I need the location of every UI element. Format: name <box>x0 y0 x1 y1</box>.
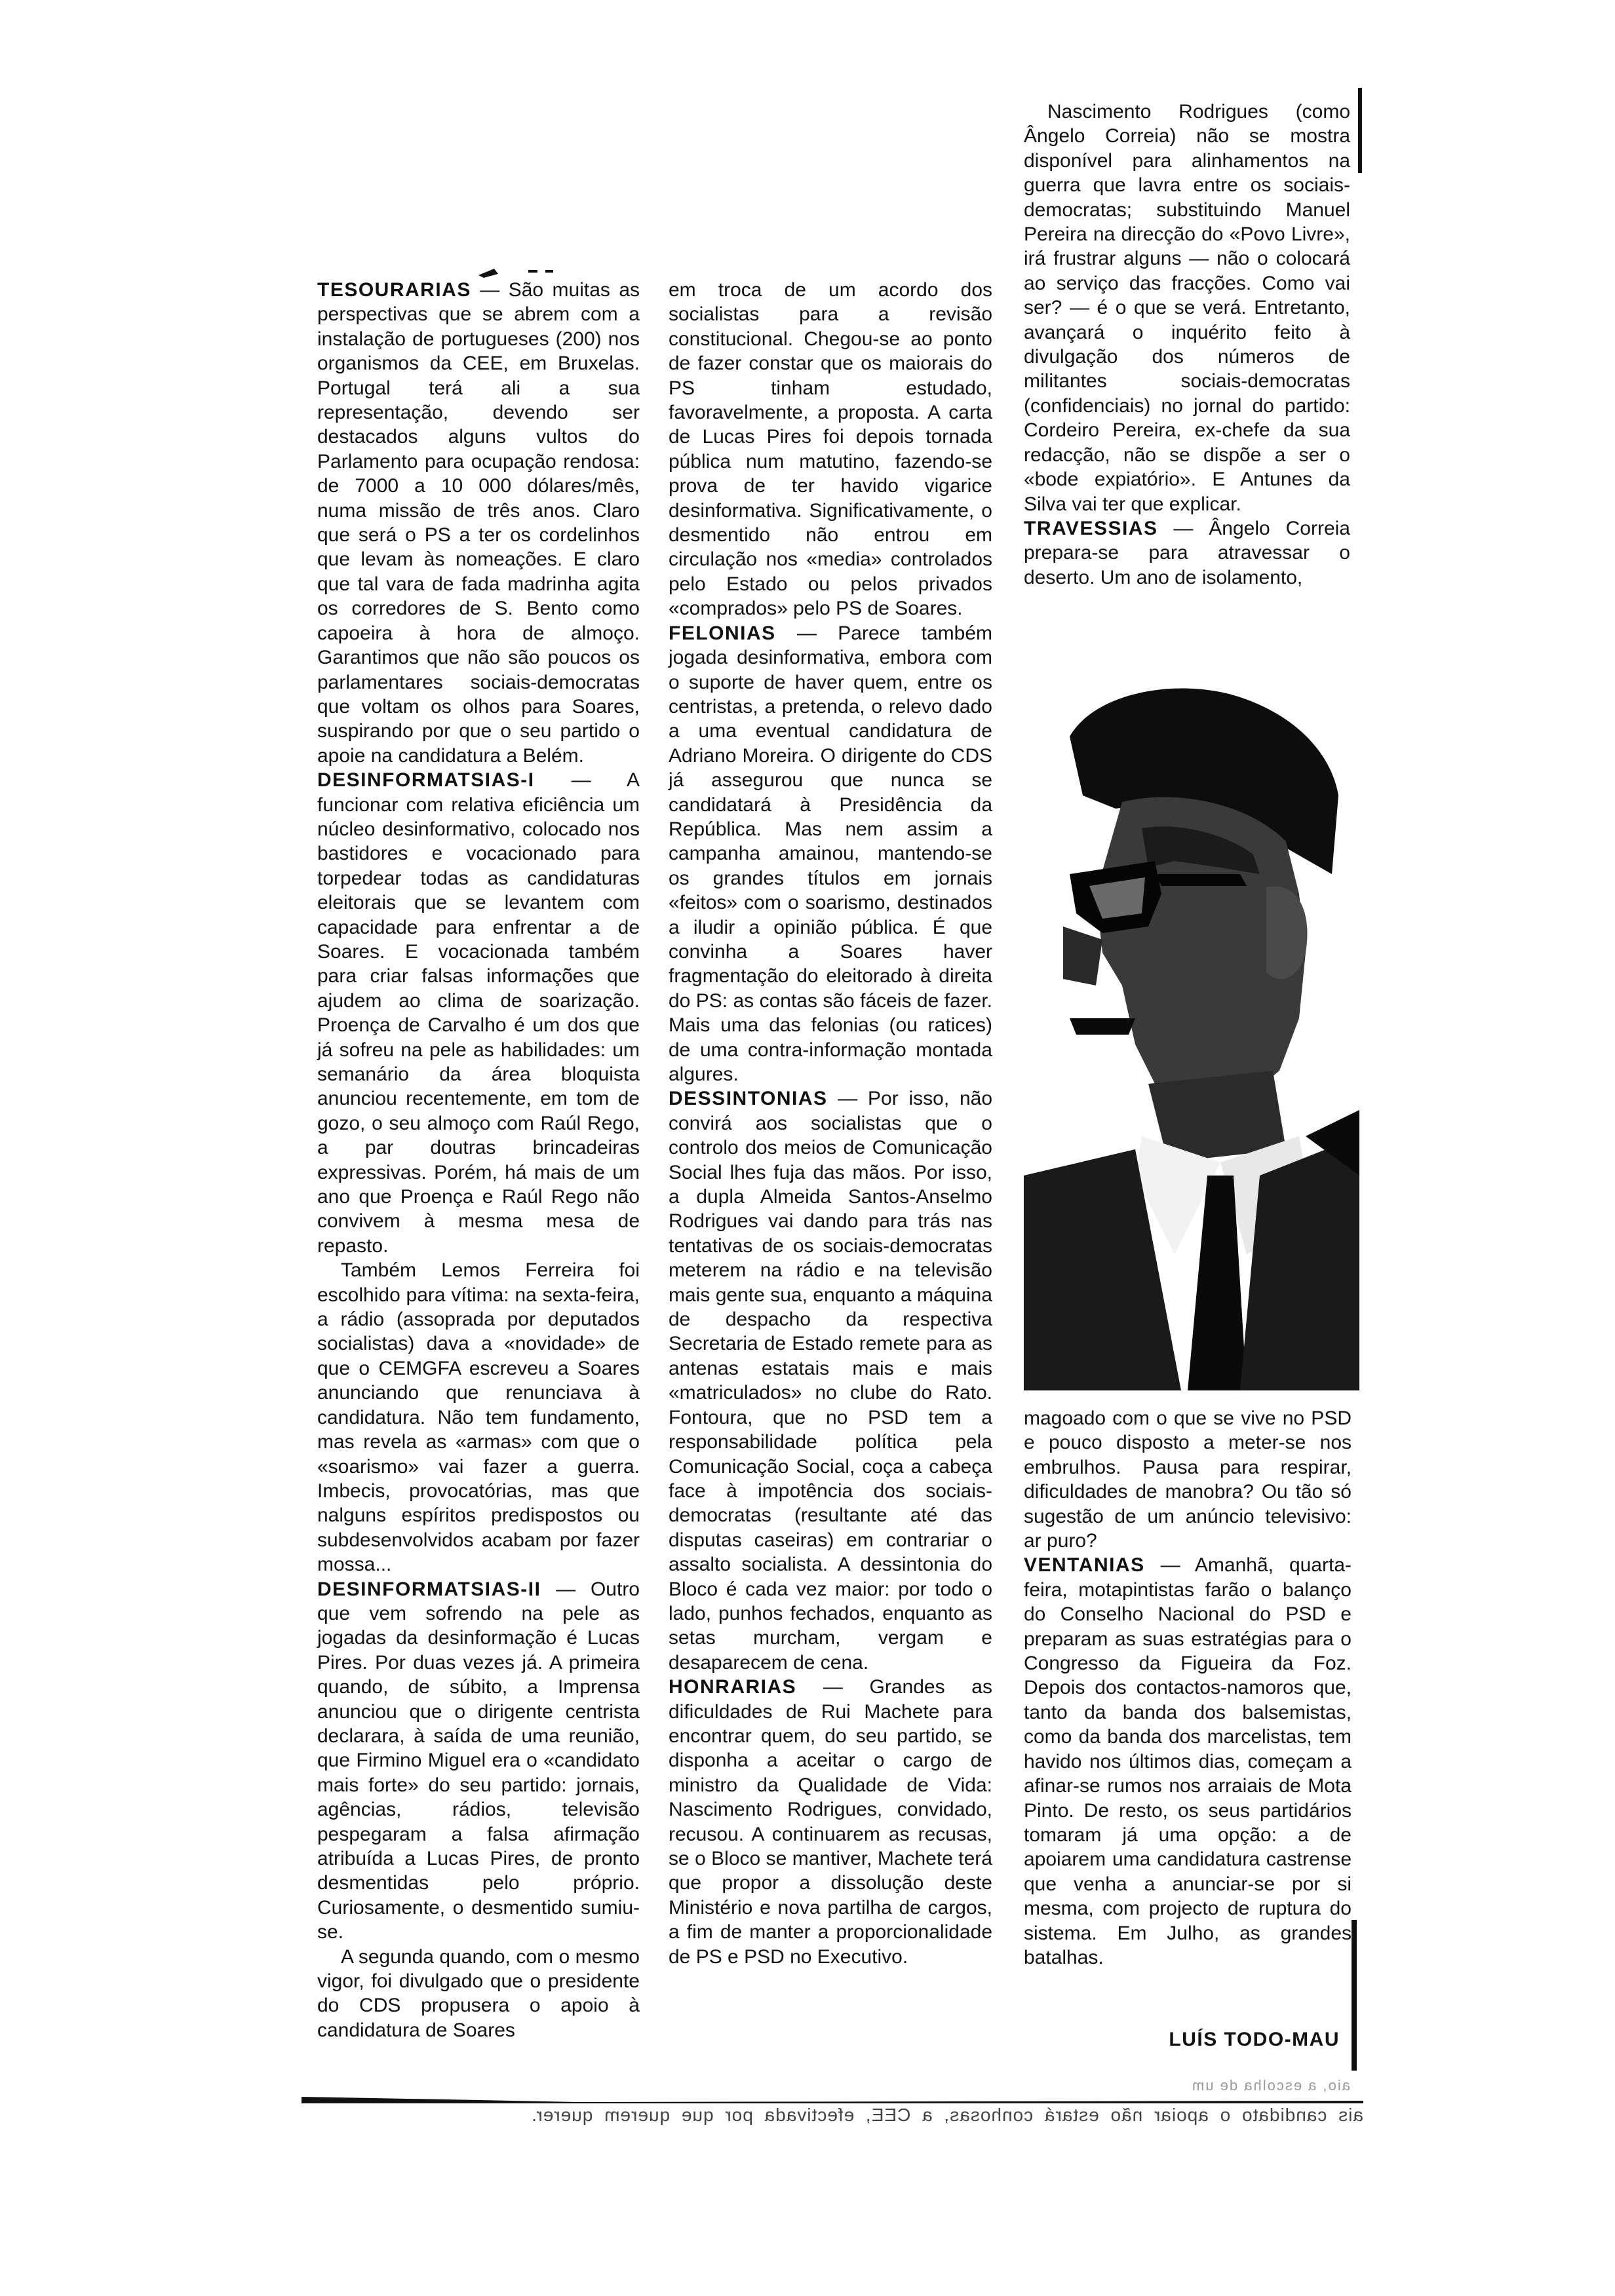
item-dessintonias <box>669 1086 992 1675</box>
column-rule-top-right <box>1358 88 1362 173</box>
item-ventanias <box>1024 1553 1352 1970</box>
text-tesourarias: — São muitas as perspectivas que se abrem com a instalação de portugueses (200) nos organismos da CEE, em Bruxelas. Portugal terá ali a sua representação, devendo ser destacados alguns vultos do Parlamento para ocupação rendosa: de 7000 a 10 000 dólares/mês, numa missão de três anos. Claro que será o PS a ter os cordelinhos que levam às nomeações. E claro que tal vara de fada madrinha agita os corredores de S. Bento como capoeira à hora de almoço. Garantimos que não são poucos os parlamentares sociais-democratas que voltam os olhos para Soares, suspirando por que o seu partido o apoie na candidatura a Belém. <box>317 279 640 767</box>
text-desinformatsias-2: — Outro que vem sofrendo na pele as jogadas da desinformação é Lucas Pires. Por duas vezes já. A primeira quando, de súbito, a Imprensa anunciou que o dirigente centrista declarara, à saída de uma reunião, que Firmino Miguel era o «candidato mais forte» do seu partido: jornais, agências, rádios, televisão pespegaram a falsa afirmação atribuída a Lucas Pires, de pronto desmentidas pelo próprio. Curiosamente, o desmentido sumiu-se. <box>317 1578 640 1943</box>
text-ventanias: — Amanhã, quarta-feira, motapintistas farão o balanço do Conselho Nacional do PSD e preparam as suas estratégias para o Congresso da Figueira da Foz. Depois dos contactos-namoros que, tanto da banda dos balsemistas, como da banda dos marcelistas, tem havido nos últimos dias, começam a afinar-se rumos nos arraiais de Mota Pinto. De resto, os seus partidários tomaram já uma opção: a de apoiarem uma candidatura castrense que venha a anunciar-se por si mesma, com projecto de ruptura do sistema. Em Julho, as grandes batalhas. <box>1024 1554 1352 1968</box>
column-1 <box>317 278 640 2042</box>
column-3-bottom <box>1024 1406 1352 1970</box>
item-travessias <box>1024 516 1350 590</box>
column-rule-bottom-right <box>1352 1920 1357 2071</box>
heading-tesourarias: TESOURARIAS <box>317 279 471 301</box>
heading-felonias: FELONIAS <box>669 622 776 644</box>
text-desinformatsias-1: — A funcionar com relativa eficiência um núcleo desinformativo, colocado nos bastidores e vocacionado para torpedear todas as candidaturas eleitorais que se levantem com capacidade para enfrentar a de Soares. E vocacionada também para criar falsas informações que ajudem ao clima de soarização. Proença de Carvalho é um dos que já sofreu na pele as habilidades: um semanário da área bloquista anunciou recentemente, em tom de gozo, o seu almoço com Raúl Rego, a par doutras brincadeiras expressivas. Porém, há mais de um ano que Proença e Raúl Rego não convivem à mesma mesa de repasto. <box>317 769 640 1257</box>
text-dessintonias: — Por isso, não convirá aos socialistas que o controlo dos meios de Comunicação Social lhes fuja das mãos. Por isso, a dupla Almeida Santos-Anselmo Rodrigues vai dando para trás nas tentativas de os sociais-democratas meterem na rádio e na televisão mais gente sua, enquanto a máquina de despacho da respectiva Secretaria de Estado remete para as antenas estatais mais e mais «matriculados» no clube do Rato. Fontoura, que no PSD tem a responsabilidade política pela Comunicação Social, coça a cabeça face à impotência dos sociais-democratas (resultante até das disputas caseiras) em contrariar o assalto socialista. A dessintonia do Bloco é cada vez maior: por todo o lado, punhos fechados, enquanto as setas murcham, vergam e desaparecem de cena. <box>669 1088 992 1674</box>
portrait-photo <box>1024 678 1359 1390</box>
column-2 <box>669 278 992 1969</box>
print-marks <box>472 254 603 280</box>
heading-honrarias: HONRARIAS <box>669 1676 797 1698</box>
paragraph-lemos-ferreira: Também Lemos Ferreira foi escolhido para vítima: na sexta-feira, a rádio (assoprada por deputados socialistas) dava a «novidade» de que o CEMGFA escreveu a Soares anunciando que renunciava à candidatura. Não tem fundamento, mas revela as «armas» com que o «soarismo» vai fazer a guerra. Imbecis, provocatórias, mas que nalguns espíritos predispostos ou subdesenvolvidos acabam por fazer mossa... <box>317 1259 640 1576</box>
text-felonias: — Parece também jogada desinformativa, embora com o suporte de haver quem, entre os centristas, a pretenda, o relevo dado a uma eventual candidatura de Adriano Moreira. O dirigente do CDS já assegurou que nunca se candidatará à Presidência da República. Mas nem assim a campanha amainou, mantendo-se os grandes títulos em jornais «feitos» com o soarismo, destinados a iludir a opinião pública. É que convinha a Soares haver fragmentação do eleitorado à direita do PS: as contas são fáceis de fazer. Mais uma das felonias (ou ratices) de uma contra-informação montada algures. <box>669 622 992 1085</box>
text-travessias: — Ângelo Correia prepara-se para atravessar o deserto. Um ano de isolamento, <box>1024 517 1350 588</box>
item-desinformatsias-2 <box>317 1577 640 1945</box>
bottom-rule <box>302 2095 1363 2105</box>
paragraph-segunda-quando: A segunda quando, com o mesmo vigor, foi divulgado que o presidente do CDS propusera o apoio à candidatura de Soares <box>317 1945 640 2041</box>
item-felonias <box>669 621 992 1087</box>
heading-desinformatsias-2: DESINFORMATSIAS-II <box>317 1578 541 1600</box>
text-honrarias: — Grandes as dificuldades de Rui Machete para encontrar quem, do seu partido, se disponha a aceitar o cargo de ministro da Qualidade de Vida: Nascimento Rodrigues, convidado, recusou. A continuarem as recusas, se o Bloco se mantiver, Machete terá que propor a dissolução deste Ministério e nova partilha de cargos, a fim de manter a proporcionalidade de PS e PSD no Executivo. <box>669 1676 992 1968</box>
bleed-through-line-2: aio, a escolha de um <box>1190 2077 1350 2094</box>
heading-desinformatsias-1: DESINFORMATSIAS-I <box>317 769 535 792</box>
portrait-photo-icon <box>1024 678 1359 1390</box>
heading-travessias: TRAVESSIAS <box>1024 517 1158 539</box>
paragraph-nascimento-rodrigues: Nascimento Rodrigues (como Ângelo Correia) não se mostra disponível para alinhamentos na guerra que lavra entre os sociais-democratas; substituindo Manuel Pereira na direcção do «Povo Livre», irá frustrar alguns — não o colocará ao serviço das fracções. Como vai ser? — é o que se verá. Entretanto, avançará o inquérito feito à divulgação dos números de militantes sociais-democratas (confidenciais) no jornal do partido: Cordeiro Pereira, ex-chefe da sua redacção, não se dispõe a ser o «bode expiatório». E Antunes da Silva vai ter que explicar. <box>1024 101 1350 515</box>
item-tesourarias <box>317 278 640 768</box>
heading-dessintonias: DESSINTONIAS <box>669 1088 828 1110</box>
item-desinformatsias-1 <box>317 768 640 1258</box>
item-honrarias <box>669 1675 992 1969</box>
paragraph-magoado: magoado com o que se vive no PSD e pouco disposto a meter-se nos embrulhos. Pausa para respirar, dificuldades de manobra? Ou tão só sugestão de um anúncio televisivo: ar puro? <box>1024 1407 1352 1552</box>
paragraph-em-troca: em troca de um acordo dos socialistas para a revisão constitucional. Chegou-se ao ponto de fazer constar que os maiorais do PS tinham estudado, favoravelmente, a proposta. A carta de Lucas Pires foi depois tornada pública num matutino, fazendo-se prova de ter havido vigarice desinformativa. Significativamente, o desmentido não entrou em circulação nos «media» controlados pelo Estado ou pelos privados «comprados» pelo PS de Soares. <box>669 279 992 620</box>
author-signature: LUÍS TODO-MAU <box>1169 2029 1340 2050</box>
bleed-through-line-1: ais candidato o apoiar não estará conhosas, a CEE, efectivada por que querem querer. <box>531 2105 1363 2125</box>
heading-ventanias: VENTANIAS <box>1024 1554 1145 1577</box>
column-3-top <box>1024 100 1350 590</box>
